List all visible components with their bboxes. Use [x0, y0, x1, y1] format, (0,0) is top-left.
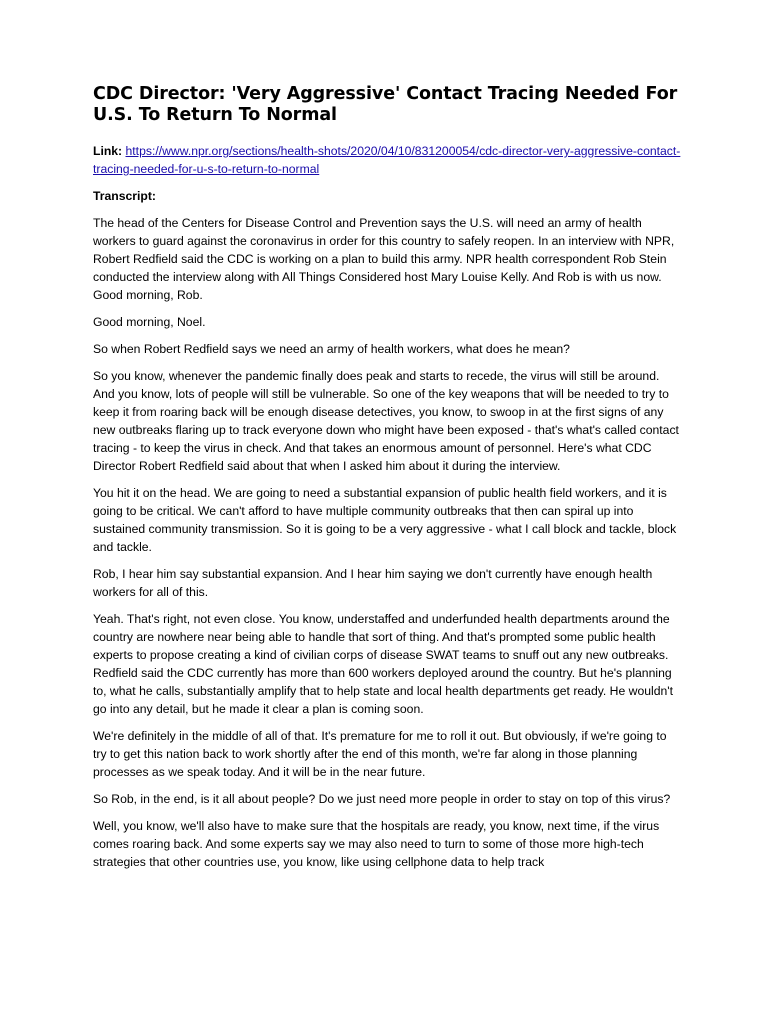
link-line — [93, 142, 683, 178]
transcript-label: Transcript: — [93, 189, 156, 203]
transcript-paragraph-3: So when Robert Redfield says we need an army of health workers, what does he mean? — [93, 342, 570, 356]
transcript-paragraph-7: Yeah. That's right, not even close. You know, understaffed and underfunded health departments around the country are nowhere near being able to handle that sort of thing. And that's prompted some public health experts to propose creating a kind of civilian corps of disease SWAT teams to snuff out any new outbreaks. Redfield said the CDC currently has more than 600 workers deployed around the country. But he's planning to, what he calls, substantially amplify that to help state and local health departments get ready. He wouldn't go into any detail, but he made it clear a plan is coming soon. — [93, 612, 673, 716]
transcript-paragraph-9: So Rob, in the end, is it all about people? Do we just need more people in order to stay on top of this virus? — [93, 792, 671, 806]
article-link[interactable]: https://www.npr.org/sections/health-shots/2020/04/10/831200054/cdc-director-very-aggressive-contact-tracing-needed-for-u-s-to-return-to-normal — [93, 144, 681, 176]
transcript-paragraph-4: So you know, whenever the pandemic finally does peak and starts to recede, the virus will still be around. And you know, lots of people will still be vulnerable. So one of the key weapons that will be needed to try to keep it from roaring back will be enough disease detectives, you know, to swoop in at the first signs of any new outbreaks flaring up to track everyone down who might have been exposed - that's what's called contact tracing - to keep the virus in check. And that takes an enormous amount of personnel. Here's what CDC Director Robert Redfield said about that when I asked him about it during the interview. — [93, 369, 679, 473]
transcript-paragraph-2: Good morning, Noel. — [93, 315, 206, 329]
document-page — [93, 84, 683, 880]
document-title: CDC Director: 'Very Aggressive' Contact Tracing Needed For U.S. To Return To Normal — [93, 84, 678, 125]
transcript-paragraph-5: You hit it on the head. We are going to need a substantial expansion of public health field workers, and it is going to be critical. We can't afford to have multiple community outbreaks that then can spiral up into sustained community transmission. So it is going to be a very aggressive - what I call block and tackle, block and tackle. — [93, 486, 677, 554]
transcript-paragraph-6: Rob, I hear him say substantial expansion. And I hear him saying we don't currently have enough health workers for all of this. — [93, 567, 653, 599]
link-label: Link: — [93, 144, 123, 158]
transcript-paragraph-1: The head of the Centers for Disease Control and Prevention says the U.S. will need an army of health workers to guard against the coronavirus in order for this country to safely reopen. In an interview with NPR, Robert Redfield said the CDC is working on a plan to build this army. NPR health correspondent Rob Stein conducted the interview along with All Things Considered host Mary Louise Kelly. And Rob is with us now. Good morning, Rob. — [93, 216, 675, 302]
transcript-paragraph-8: We're definitely in the middle of all of that. It's premature for me to roll it out. But obviously, if we're going to try to get this nation back to work shortly after the end of this month, we're far along in those planning processes as we speak today. And it will be in the near future. — [93, 729, 667, 779]
transcript-paragraph-10: Well, you know, we'll also have to make sure that the hospitals are ready, you know, next time, if the virus comes roaring back. And some experts say we may also need to turn to some of those more high-tech strategies that other countries use, you know, like using cellphone data to help track — [93, 819, 660, 869]
